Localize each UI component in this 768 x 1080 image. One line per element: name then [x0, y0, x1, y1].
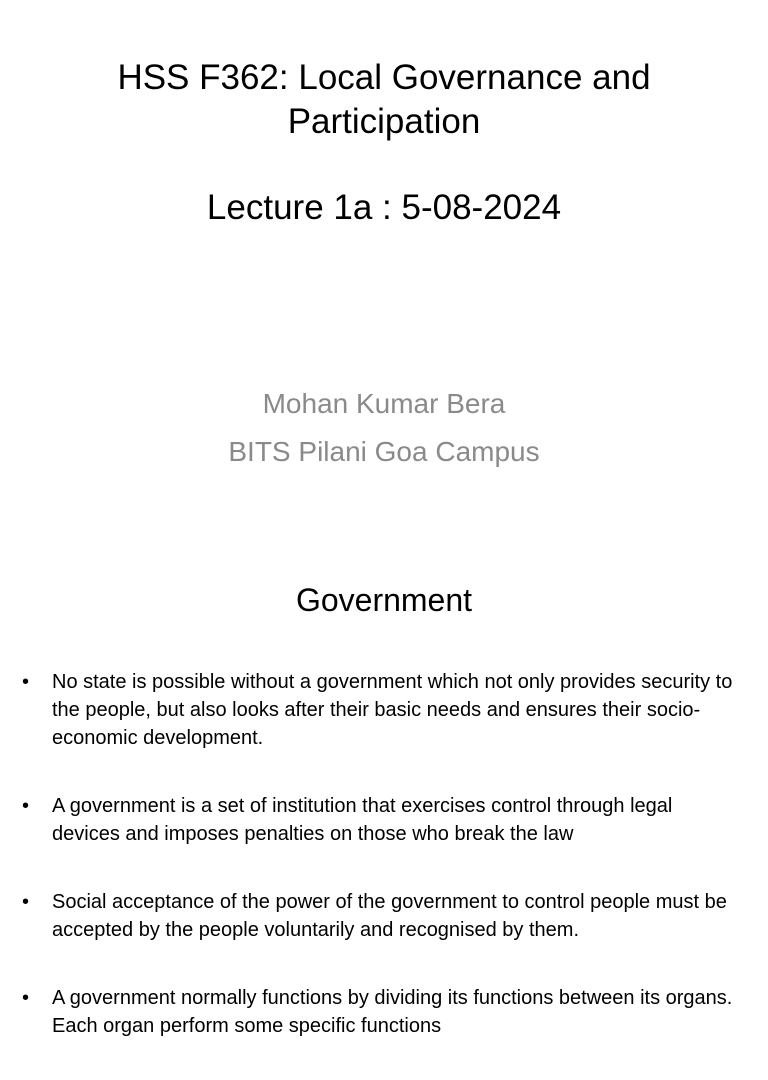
- content-slide: [0, 552, 768, 1037]
- author-name: Mohan Kumar Bera: [262, 388, 506, 419]
- bullet-text: A government is a set of institution that exercises control through legal devices and imposes penalties on those who break the law: [52, 795, 673, 845]
- bullet-icon: •: [22, 891, 30, 913]
- bullet-icon: •: [22, 795, 30, 817]
- section-heading: Government: [295, 582, 473, 618]
- bullet-list: [22, 668, 738, 1080]
- lecture-date: Lecture 1a : 5-08-2024: [206, 188, 562, 227]
- list-item: [22, 984, 738, 1040]
- bullet-icon: •: [22, 987, 30, 1009]
- list-item: [22, 668, 738, 752]
- list-item: [22, 792, 738, 848]
- list-item: [22, 888, 738, 944]
- slide-subtitle: [40, 380, 728, 476]
- course-title: HSS F362: Local Governance and Participation: [117, 58, 651, 141]
- bullet-icon: •: [22, 671, 30, 693]
- institution-name: BITS Pilani Goa Campus: [228, 436, 540, 467]
- bullet-text: No state is possible without a government which not only provides security to the people, but also looks after their basic needs and ensures their socio-economic development.: [52, 671, 733, 749]
- bullet-text: Social acceptance of the power of the government to control people must be accepted by the people voluntarily and recognised by them.: [52, 891, 727, 941]
- bullet-text: A government normally functions by dividing its functions between its organs. Each organ perform some specific functions: [52, 987, 733, 1037]
- slide-title: [40, 56, 728, 230]
